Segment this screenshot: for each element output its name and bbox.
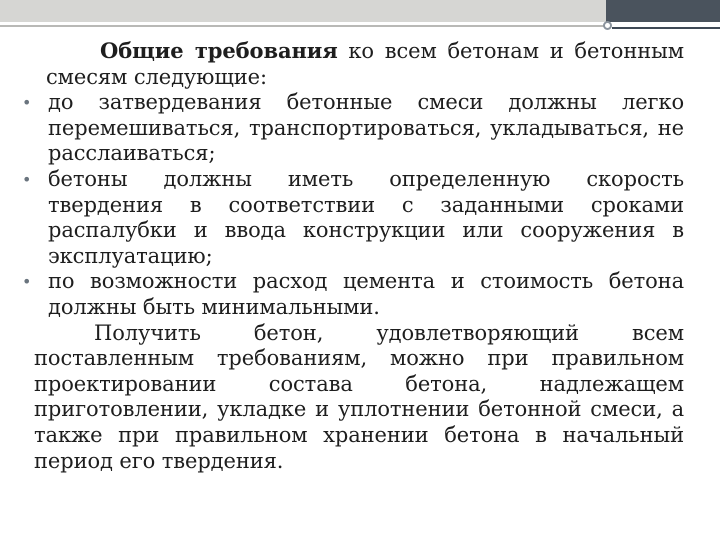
list-item bbox=[22, 269, 684, 320]
header-rule-left bbox=[0, 25, 610, 27]
list-item-text: по возможности расход цемента и стоимость бетона должны быть минимальными. bbox=[48, 269, 684, 319]
bullet-icon: • bbox=[22, 93, 32, 113]
intro-rest: ко всем бетонам и бетонным смесям следующие: bbox=[46, 39, 684, 89]
bullet-icon: • bbox=[22, 169, 32, 189]
intro-bold: Общие требования bbox=[100, 38, 338, 63]
header-dot-icon bbox=[603, 21, 612, 30]
bullet-icon: • bbox=[22, 272, 32, 292]
list-item bbox=[22, 166, 684, 269]
header-dark-block bbox=[606, 0, 720, 22]
list-item-text: бетоны должны иметь определенную скорость твердения в соответствии с заданными сроками распалубки и ввода конструкции или сооружения в эксплуатацию; bbox=[48, 166, 684, 268]
summary-paragraph: Получить бетон, удовлетворяющий всем поставленным требованиям, можно при правильном проектировании состава бетона, надлежащем приготовлении, укладке и уплотнении бетонной смеси, а также при правильном хранении бетона в начальный период его твердения. bbox=[34, 320, 684, 473]
slide-body bbox=[22, 38, 684, 474]
list-item-text: до затвердевания бетонные смеси должны легко перемешиваться, транспортироваться, укладываться, не расслаиваться; bbox=[48, 90, 684, 166]
intro-paragraph bbox=[34, 38, 684, 90]
list-item bbox=[22, 90, 684, 167]
header-rule-right bbox=[612, 27, 720, 29]
requirements-list bbox=[22, 90, 684, 320]
